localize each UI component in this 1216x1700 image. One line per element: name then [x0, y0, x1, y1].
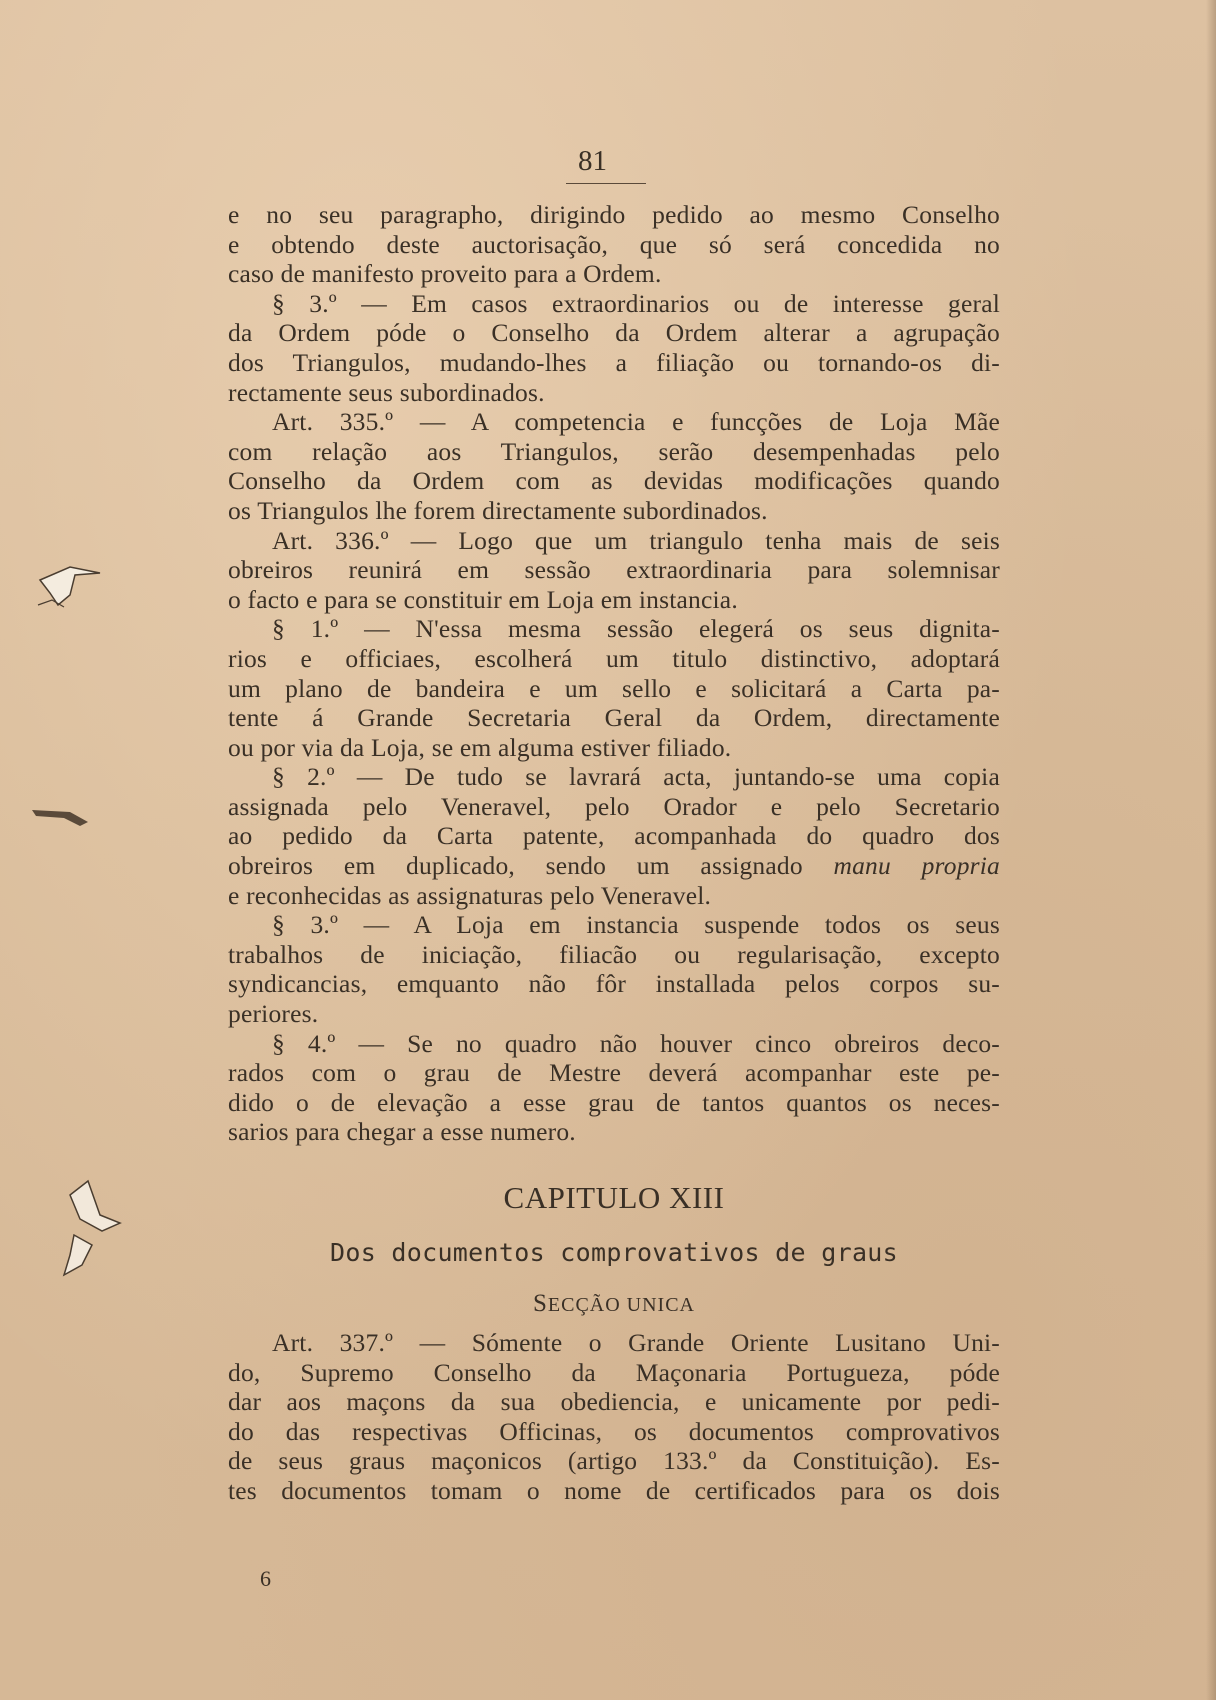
chapter-subtitle: Dos documentos comprovativos de graus	[330, 1238, 898, 1267]
text-line: Art. 336.º — Logo que um triangulo tenha mais de seis	[272, 525, 1000, 555]
text-line: syndicancias, emquanto não fôr installada pelos corpos su-	[228, 969, 1000, 999]
text-line: tente á Grande Secretaria Geral da Ordem, directamente	[228, 703, 1000, 733]
body-text-2	[228, 1328, 1000, 1506]
text-line: § 4.º — Se no quadro não houver cinco obreiros deco-	[272, 1028, 1000, 1058]
text-line: do, Supremo Conselho da Maçonaria Portugueza, póde	[228, 1357, 1000, 1387]
page-edge-shadow	[1206, 0, 1216, 1700]
text-line: assignada pelo Veneravel, pelo Orador e pelo Secretario	[228, 791, 1000, 821]
text-line: da Ordem póde o Conselho da Ordem alterar a agrupação	[228, 318, 1000, 348]
text-line: rectamente seus subordinados.	[228, 377, 545, 407]
text-line: sarios para chegar a esse numero.	[228, 1117, 576, 1147]
section-heading-initial: S	[532, 1290, 548, 1317]
text-line: com relação aos Triangulos, serão desempenhadas pelo	[228, 436, 1000, 466]
text-line: do das respectivas Officinas, os documentos comprovativos	[228, 1416, 1000, 1446]
text-line: tes documentos tomam o nome de certificados para os dois	[228, 1475, 1000, 1505]
text-line: os Triangulos lhe forem directamente subordinados.	[228, 495, 768, 525]
text-line: ao pedido da Carta patente, acompanhada do quadro dos	[228, 821, 1000, 851]
text-line: e no seu paragrapho, dirigindo pedido ao mesmo Conselho	[228, 200, 1000, 229]
printer-signature: 6	[260, 1566, 271, 1591]
text-line: e obtendo deste auctorisação, que só será concedida no	[228, 229, 1000, 259]
page-number-rule	[566, 183, 646, 184]
text-line: Art. 335.º — A competencia e funcções de Loja Mãe	[272, 407, 1000, 437]
page-number: 81	[578, 145, 607, 177]
text-line: caso de manifesto proveito para a Ordem.	[228, 259, 662, 289]
text-line: Conselho da Ordem com as devidas modificações quando	[228, 466, 1000, 496]
text-line: Art. 337.º — Sómente o Grande Oriente Lusitano Uni-	[272, 1328, 1000, 1357]
chapter-title: CAPITULO XIII	[503, 1180, 725, 1215]
section-heading	[228, 1290, 1000, 1318]
text-line: obreiros reunirá em sessão extraordinaria para solemnisar	[228, 555, 1000, 585]
text-line: ou por via da Loja, se em alguma estiver filiado.	[228, 732, 732, 762]
text-line: periores.	[228, 999, 319, 1029]
paper-damage-mark-2	[30, 800, 100, 840]
text-line: § 3.º — Em casos extraordinarios ou de interesse geral	[272, 288, 1000, 318]
italic-phrase: manu propria	[833, 851, 1000, 881]
text-line: rios e officiaes, escolherá um titulo distinctivo, adoptará	[228, 643, 1000, 673]
text-line: dido o de elevação a esse grau de tantos quantos os neces-	[228, 1087, 1000, 1117]
body-text	[228, 200, 1000, 1147]
text-line: rados com o grau de Mestre deverá acompanhar este pe-	[228, 1058, 1000, 1088]
text-line-with-italic	[228, 851, 1000, 881]
text-line-roman-part: obreiros em duplicado, sendo um assignado	[228, 851, 803, 881]
text-line: um plano de bandeira e um sello e solicitará a Carta pa-	[228, 673, 1000, 703]
paper-damage-mark-1	[30, 545, 110, 615]
text-line: de seus graus maçonicos (artigo 133.º da Constituição). Es-	[228, 1446, 1000, 1476]
text-line: dar aos maçons da sua obediencia, e unicamente por pedi-	[228, 1387, 1000, 1417]
paper-damage-mark-3	[40, 1175, 130, 1285]
text-line: § 2.º — De tudo se lavrará acta, juntando-se uma copia	[272, 762, 1000, 792]
text-line: e reconhecidas as assignaturas pelo Veneravel.	[228, 880, 712, 910]
section-heading-rest: ECÇÃO UNICA	[547, 1294, 696, 1316]
text-line: o facto e para se constituir em Loja em instancia.	[228, 584, 738, 614]
text-line: § 3.º — A Loja em instancia suspende todos os seus	[272, 910, 1000, 940]
text-line: dos Triangulos, mudando-lhes a filiação ou tornando-os di-	[228, 347, 1000, 377]
text-line: § 1.º — N'essa mesma sessão elegerá os seus dignita-	[272, 614, 1000, 644]
text-line: trabalhos de iniciação, filiacão ou regularisação, excepto	[228, 939, 1000, 969]
